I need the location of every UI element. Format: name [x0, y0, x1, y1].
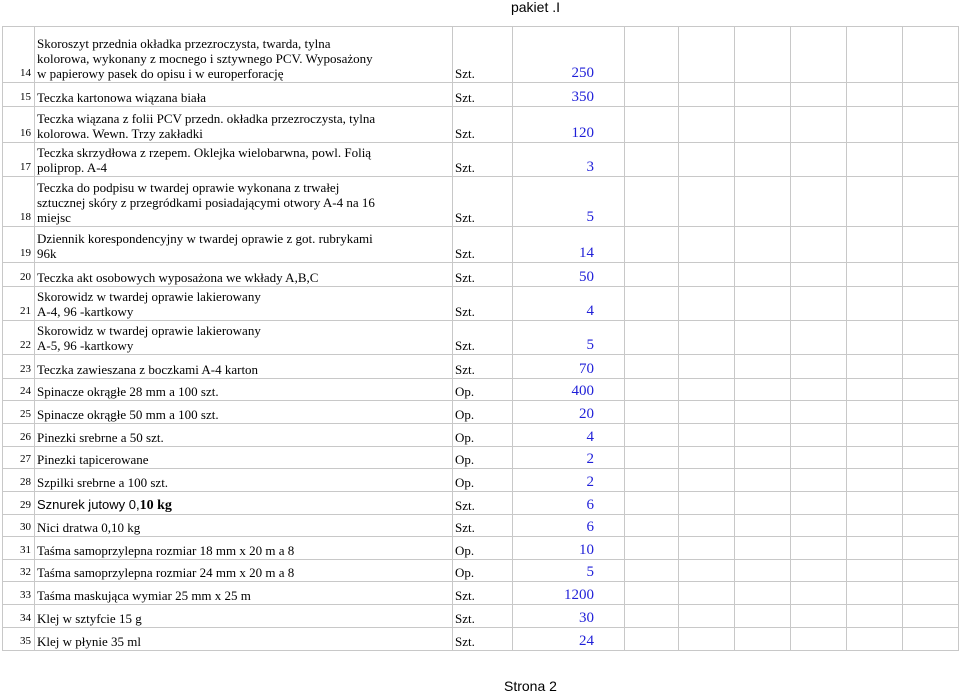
empty-cell [847, 492, 903, 515]
empty-cell [625, 227, 679, 263]
table-row [3, 424, 959, 447]
description-line: kolorowa. Wewn. Trzy zakładki [37, 126, 203, 141]
empty-cell [791, 447, 847, 469]
empty-cell [847, 263, 903, 287]
empty-cell [679, 321, 735, 355]
empty-cell [847, 424, 903, 447]
empty-cell [903, 143, 959, 177]
description-line: Skorowidz w twardej oprawie lakierowany [37, 289, 261, 304]
item-description [35, 177, 453, 227]
row-number: 18 [3, 177, 35, 227]
description-line: kolorowa, wykonany z mocnego i sztywnego PCV. Wyposażony [37, 51, 373, 66]
empty-cell [735, 107, 791, 143]
table-row [3, 537, 959, 560]
row-number: 34 [3, 605, 35, 628]
empty-cell [679, 227, 735, 263]
empty-cell [735, 401, 791, 424]
table-row [3, 227, 959, 263]
table-row [3, 628, 959, 651]
description-line: A-5, 96 -kartkowy [37, 338, 134, 353]
table-row [3, 401, 959, 424]
empty-cell [625, 143, 679, 177]
row-number: 29 [3, 492, 35, 515]
table-row [3, 605, 959, 628]
empty-cell [625, 177, 679, 227]
row-number: 14 [3, 27, 35, 83]
empty-cell [791, 628, 847, 651]
table-row [3, 447, 959, 469]
empty-cell [847, 27, 903, 83]
description-line: Spinacze okrągłe 50 mm a 100 szt. [37, 407, 219, 422]
description-line: Taśma samoprzylepna rozmiar 24 mm x 20 m a 8 [37, 565, 295, 580]
empty-cell [791, 379, 847, 401]
description-line: Taśma samoprzylepna rozmiar 18 mm x 20 m a 8 [37, 543, 295, 558]
empty-cell [791, 401, 847, 424]
empty-cell [903, 424, 959, 447]
empty-cell [791, 492, 847, 515]
description-line: Teczka wiązana z folii PCV przedn. okładka przezroczysta, tylna [37, 111, 376, 126]
table-row [3, 379, 959, 401]
unit-cell: Szt. [453, 27, 513, 83]
quantity-cell: 20 [513, 401, 625, 424]
empty-cell [735, 227, 791, 263]
page-footer: Strona 2 [504, 678, 557, 694]
empty-cell [903, 177, 959, 227]
table-row [3, 83, 959, 107]
empty-cell [791, 605, 847, 628]
row-number: 26 [3, 424, 35, 447]
empty-cell [625, 424, 679, 447]
empty-cell [903, 515, 959, 537]
empty-cell [625, 27, 679, 83]
empty-cell [735, 515, 791, 537]
empty-cell [847, 537, 903, 560]
quantity-cell: 5 [513, 560, 625, 582]
empty-cell [903, 287, 959, 321]
row-number: 28 [3, 469, 35, 492]
empty-cell [847, 379, 903, 401]
description-line: Dziennik korespondencyjny w twardej oprawie z got. rubrykami [37, 231, 373, 246]
unit-cell: Op. [453, 469, 513, 492]
unit-cell: Szt. [453, 515, 513, 537]
empty-cell [625, 107, 679, 143]
item-description [35, 27, 453, 83]
empty-cell [903, 83, 959, 107]
empty-cell [679, 492, 735, 515]
empty-cell [735, 492, 791, 515]
table-row [3, 143, 959, 177]
empty-cell [735, 355, 791, 379]
empty-cell [679, 401, 735, 424]
empty-cell [679, 515, 735, 537]
empty-cell [625, 469, 679, 492]
row-number: 35 [3, 628, 35, 651]
description-line: Pinezki srebrne a 50 szt. [37, 430, 164, 445]
empty-cell [903, 355, 959, 379]
unit-cell: Szt. [453, 143, 513, 177]
empty-cell [735, 143, 791, 177]
item-description [35, 263, 453, 287]
empty-cell [903, 263, 959, 287]
unit-cell: Szt. [453, 492, 513, 515]
empty-cell [625, 537, 679, 560]
empty-cell [735, 560, 791, 582]
empty-cell [735, 379, 791, 401]
unit-cell: Op. [453, 560, 513, 582]
empty-cell [735, 83, 791, 107]
row-number: 16 [3, 107, 35, 143]
empty-cell [625, 515, 679, 537]
row-number: 17 [3, 143, 35, 177]
quantity-cell: 24 [513, 628, 625, 651]
quantity-cell: 4 [513, 424, 625, 447]
description-line: w papierowy pasek do opisu i w europerforację [37, 66, 284, 81]
empty-cell [735, 27, 791, 83]
empty-cell [791, 107, 847, 143]
description-part: Sznurek jutowy 0, [37, 497, 140, 512]
unit-cell: Szt. [453, 287, 513, 321]
empty-cell [847, 227, 903, 263]
empty-cell [791, 424, 847, 447]
unit-cell: Op. [453, 401, 513, 424]
empty-cell [735, 287, 791, 321]
empty-cell [791, 27, 847, 83]
empty-cell [735, 628, 791, 651]
empty-cell [679, 143, 735, 177]
description-line: 96k [37, 246, 57, 261]
empty-cell [679, 605, 735, 628]
empty-cell [903, 605, 959, 628]
row-number: 30 [3, 515, 35, 537]
empty-cell [679, 177, 735, 227]
unit-cell: Op. [453, 424, 513, 447]
empty-cell [791, 515, 847, 537]
empty-cell [735, 263, 791, 287]
description-line: Skoroszyt przednia okładka przezroczysta, twarda, tylna [37, 36, 331, 51]
quantity-cell: 6 [513, 492, 625, 515]
unit-cell: Op. [453, 379, 513, 401]
item-description [35, 143, 453, 177]
empty-cell [791, 469, 847, 492]
empty-cell [903, 447, 959, 469]
item-description [35, 401, 453, 424]
empty-cell [791, 582, 847, 605]
row-number: 22 [3, 321, 35, 355]
row-number: 33 [3, 582, 35, 605]
table-row [3, 515, 959, 537]
table-row [3, 469, 959, 492]
item-description [35, 321, 453, 355]
empty-cell [625, 628, 679, 651]
item-description [35, 227, 453, 263]
item-description [35, 83, 453, 107]
empty-cell [625, 83, 679, 107]
empty-cell [625, 355, 679, 379]
empty-cell [791, 321, 847, 355]
row-number: 27 [3, 447, 35, 469]
empty-cell [679, 537, 735, 560]
empty-cell [791, 83, 847, 107]
empty-cell [791, 355, 847, 379]
empty-cell [735, 537, 791, 560]
description-part-bold: 10 kg [139, 498, 172, 513]
unit-cell: Szt. [453, 321, 513, 355]
row-number: 31 [3, 537, 35, 560]
empty-cell [903, 469, 959, 492]
description-line: Teczka do podpisu w twardej oprawie wykonana z trwałej [37, 180, 340, 195]
empty-cell [847, 287, 903, 321]
empty-cell [847, 628, 903, 651]
row-number: 23 [3, 355, 35, 379]
empty-cell [679, 27, 735, 83]
empty-cell [903, 560, 959, 582]
empty-cell [847, 143, 903, 177]
item-description [35, 355, 453, 379]
quantity-cell: 5 [513, 177, 625, 227]
item-description [35, 379, 453, 401]
table-row [3, 321, 959, 355]
item-description [35, 537, 453, 560]
description-line: Nici dratwa 0,10 kg [37, 520, 141, 535]
empty-cell [847, 560, 903, 582]
items-table-body [3, 27, 959, 651]
quantity-cell: 5 [513, 321, 625, 355]
empty-cell [903, 628, 959, 651]
empty-cell [679, 355, 735, 379]
row-number: 20 [3, 263, 35, 287]
empty-cell [791, 143, 847, 177]
quantity-cell: 120 [513, 107, 625, 143]
quantity-cell: 10 [513, 537, 625, 560]
empty-cell [847, 469, 903, 492]
row-number: 32 [3, 560, 35, 582]
empty-cell [679, 469, 735, 492]
table-row [3, 355, 959, 379]
empty-cell [903, 107, 959, 143]
unit-cell: Op. [453, 447, 513, 469]
empty-cell [903, 321, 959, 355]
empty-cell [791, 227, 847, 263]
description-line: Teczka zawieszana z boczkami A-4 karton [37, 362, 259, 377]
description-line: Klej w sztyfcie 15 g [37, 611, 142, 626]
item-description [35, 287, 453, 321]
empty-cell [791, 537, 847, 560]
empty-cell [625, 379, 679, 401]
empty-cell [847, 582, 903, 605]
table-row [3, 27, 959, 83]
quantity-cell: 250 [513, 27, 625, 83]
description-line: Klej w płynie 35 ml [37, 634, 141, 649]
empty-cell [679, 582, 735, 605]
item-description [35, 424, 453, 447]
row-number: 19 [3, 227, 35, 263]
item-description [35, 447, 453, 469]
table-row [3, 560, 959, 582]
empty-cell [791, 263, 847, 287]
empty-cell [679, 628, 735, 651]
empty-cell [679, 447, 735, 469]
unit-cell: Szt. [453, 83, 513, 107]
empty-cell [679, 287, 735, 321]
description-line: poliprop. A-4 [37, 160, 108, 175]
description-line: miejsc [37, 210, 71, 225]
empty-cell [625, 321, 679, 355]
unit-cell: Szt. [453, 355, 513, 379]
empty-cell [847, 321, 903, 355]
empty-cell [791, 560, 847, 582]
quantity-cell: 50 [513, 263, 625, 287]
empty-cell [847, 447, 903, 469]
empty-cell [679, 263, 735, 287]
empty-cell [625, 263, 679, 287]
quantity-cell: 2 [513, 469, 625, 492]
description-line: Szpilki srebrne a 100 szt. [37, 475, 169, 490]
table-row [3, 263, 959, 287]
empty-cell [847, 515, 903, 537]
unit-cell: Szt. [453, 107, 513, 143]
row-number: 21 [3, 287, 35, 321]
quantity-cell: 70 [513, 355, 625, 379]
empty-cell [847, 401, 903, 424]
empty-cell [625, 582, 679, 605]
unit-cell: Szt. [453, 582, 513, 605]
empty-cell [625, 560, 679, 582]
table-row [3, 177, 959, 227]
quantity-cell: 14 [513, 227, 625, 263]
empty-cell [847, 107, 903, 143]
description-line: A-4, 96 -kartkowy [37, 304, 134, 319]
description-line: Teczka skrzydłowa z rzepem. Oklejka wielobarwna, powl. Folią [37, 145, 372, 160]
table-row [3, 287, 959, 321]
table-row [3, 582, 959, 605]
item-description [35, 107, 453, 143]
quantity-cell: 400 [513, 379, 625, 401]
quantity-cell: 2 [513, 447, 625, 469]
table-row [3, 107, 959, 143]
empty-cell [679, 560, 735, 582]
empty-cell [735, 177, 791, 227]
page-header-label: pakiet .I [510, 0, 560, 15]
description-line: Pinezki tapicerowane [37, 452, 149, 467]
empty-cell [903, 492, 959, 515]
empty-cell [735, 424, 791, 447]
quantity-cell: 1200 [513, 582, 625, 605]
description-line: Taśma maskująca wymiar 25 mm x 25 m [37, 588, 251, 603]
empty-cell [735, 469, 791, 492]
row-number: 24 [3, 379, 35, 401]
item-description [35, 515, 453, 537]
empty-cell [791, 287, 847, 321]
empty-cell [903, 537, 959, 560]
empty-cell [735, 321, 791, 355]
item-description [35, 560, 453, 582]
empty-cell [679, 424, 735, 447]
item-description [35, 492, 453, 515]
unit-cell: Op. [453, 537, 513, 560]
item-description [35, 605, 453, 628]
unit-cell: Szt. [453, 605, 513, 628]
item-description [35, 628, 453, 651]
description-line: Teczka kartonowa wiązana biała [37, 90, 207, 105]
quantity-cell: 4 [513, 287, 625, 321]
description-line: sztucznej skóry z przegródkami posiadającymi otwory A-4 na 16 [37, 195, 375, 210]
description-line: Skorowidz w twardej oprawie lakierowany [37, 323, 261, 338]
unit-cell: Szt. [453, 263, 513, 287]
empty-cell [679, 83, 735, 107]
quantity-cell: 350 [513, 83, 625, 107]
empty-cell [903, 227, 959, 263]
empty-cell [735, 582, 791, 605]
empty-cell [903, 401, 959, 424]
empty-cell [625, 492, 679, 515]
quantity-cell: 6 [513, 515, 625, 537]
row-number: 25 [3, 401, 35, 424]
row-number: 15 [3, 83, 35, 107]
empty-cell [679, 107, 735, 143]
empty-cell [847, 83, 903, 107]
empty-cell [625, 401, 679, 424]
quantity-cell: 30 [513, 605, 625, 628]
quantity-cell: 3 [513, 143, 625, 177]
description-line: Teczka akt osobowych wyposażona we wkłady A,B,C [37, 270, 319, 285]
empty-cell [625, 605, 679, 628]
items-table [2, 26, 959, 651]
item-description [35, 469, 453, 492]
empty-cell [903, 379, 959, 401]
empty-cell [735, 447, 791, 469]
empty-cell [847, 177, 903, 227]
empty-cell [679, 379, 735, 401]
item-description [35, 582, 453, 605]
empty-cell [903, 582, 959, 605]
empty-cell [903, 27, 959, 83]
empty-cell [625, 287, 679, 321]
empty-cell [791, 177, 847, 227]
empty-cell [735, 605, 791, 628]
empty-cell [847, 605, 903, 628]
table-row [3, 492, 959, 515]
empty-cell [847, 355, 903, 379]
unit-cell: Szt. [453, 177, 513, 227]
description-line: Spinacze okrągłe 28 mm a 100 szt. [37, 384, 219, 399]
empty-cell [625, 447, 679, 469]
unit-cell: Szt. [453, 227, 513, 263]
unit-cell: Szt. [453, 628, 513, 651]
